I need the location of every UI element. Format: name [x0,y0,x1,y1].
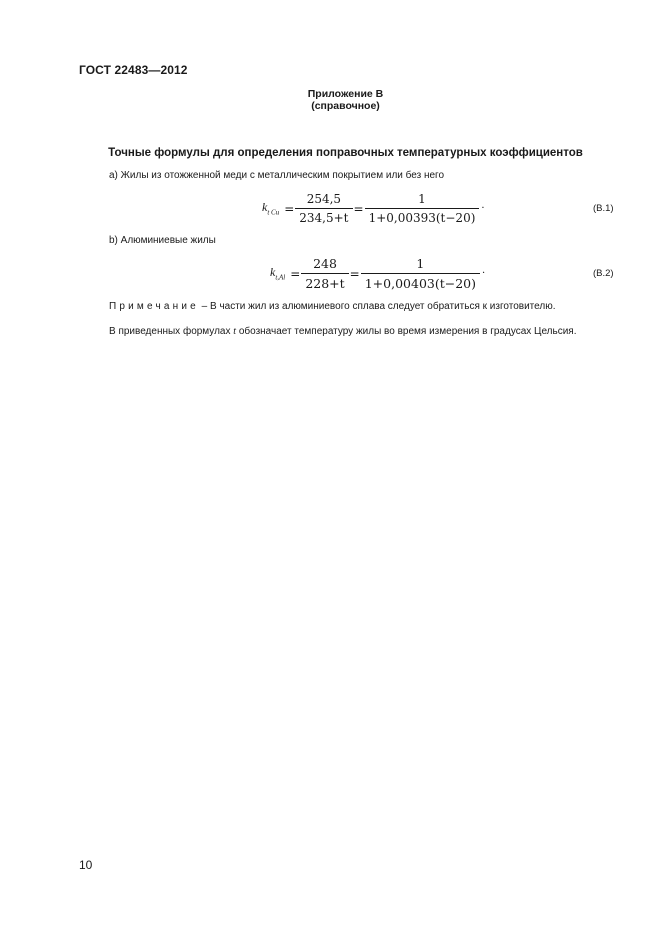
item-b-label: b) Алюминиевые жилы [109,235,216,246]
section-title: Точные формулы для определения поправочных температурных коэффициентов [108,147,583,159]
fraction-1 [303,256,346,291]
page-number: 10 [79,858,93,872]
trailing-dot: · [481,203,485,214]
formula-lhs [270,265,285,281]
note-text: – В части жил из алюминиевого сплава следует обратиться к изготовителю. [198,301,556,312]
appendix-subtitle: (справочное) [311,100,380,112]
lhs-subscript: t,Al [275,273,286,282]
denominator: 234,5+t [299,211,349,225]
fraction-1 [297,192,350,225]
appendix-title: Приложение В [307,88,384,100]
equals-sign: = [349,266,360,281]
note-prefix: Примечание [109,301,199,312]
explanation-variable: t [233,326,237,337]
lhs-subscript: t Cu [267,208,280,217]
formula-b2 [270,256,485,291]
lhs-symbol: k [270,265,276,280]
lhs-symbol: k [262,200,268,215]
note [109,301,555,312]
numerator: 254,5 [295,192,352,209]
fraction-2 [363,256,478,291]
formula-number-b2: (В.2) [593,268,614,279]
document-code: ГОСТ 22483—2012 [79,63,188,77]
formula-b1 [262,192,485,225]
fraction-2 [367,192,478,225]
denominator: 1+0,00393(t−20) [368,211,476,225]
numerator: 248 [301,256,348,274]
denominator: 228+t [305,276,345,291]
item-a-label: а) Жилы из отожженной меди с металлическим покрытием или без него [109,170,445,181]
explanation-after: обозначает температуру жилы во время измерения в градусах Цельсия. [236,326,577,337]
equals-sign: = [353,201,364,216]
numerator: 1 [361,256,480,274]
explanation [109,326,577,337]
denominator: 1+0,00403(t−20) [364,276,477,291]
explanation-before: В приведенных формулах [109,326,234,337]
trailing-dot: · [482,268,486,279]
equals-sign: = [290,266,301,281]
formula-number-b1: (В.1) [593,203,614,214]
appendix-heading [0,88,661,112]
formula-lhs [262,200,279,216]
numerator: 1 [365,192,480,209]
equals-sign: = [284,201,295,216]
